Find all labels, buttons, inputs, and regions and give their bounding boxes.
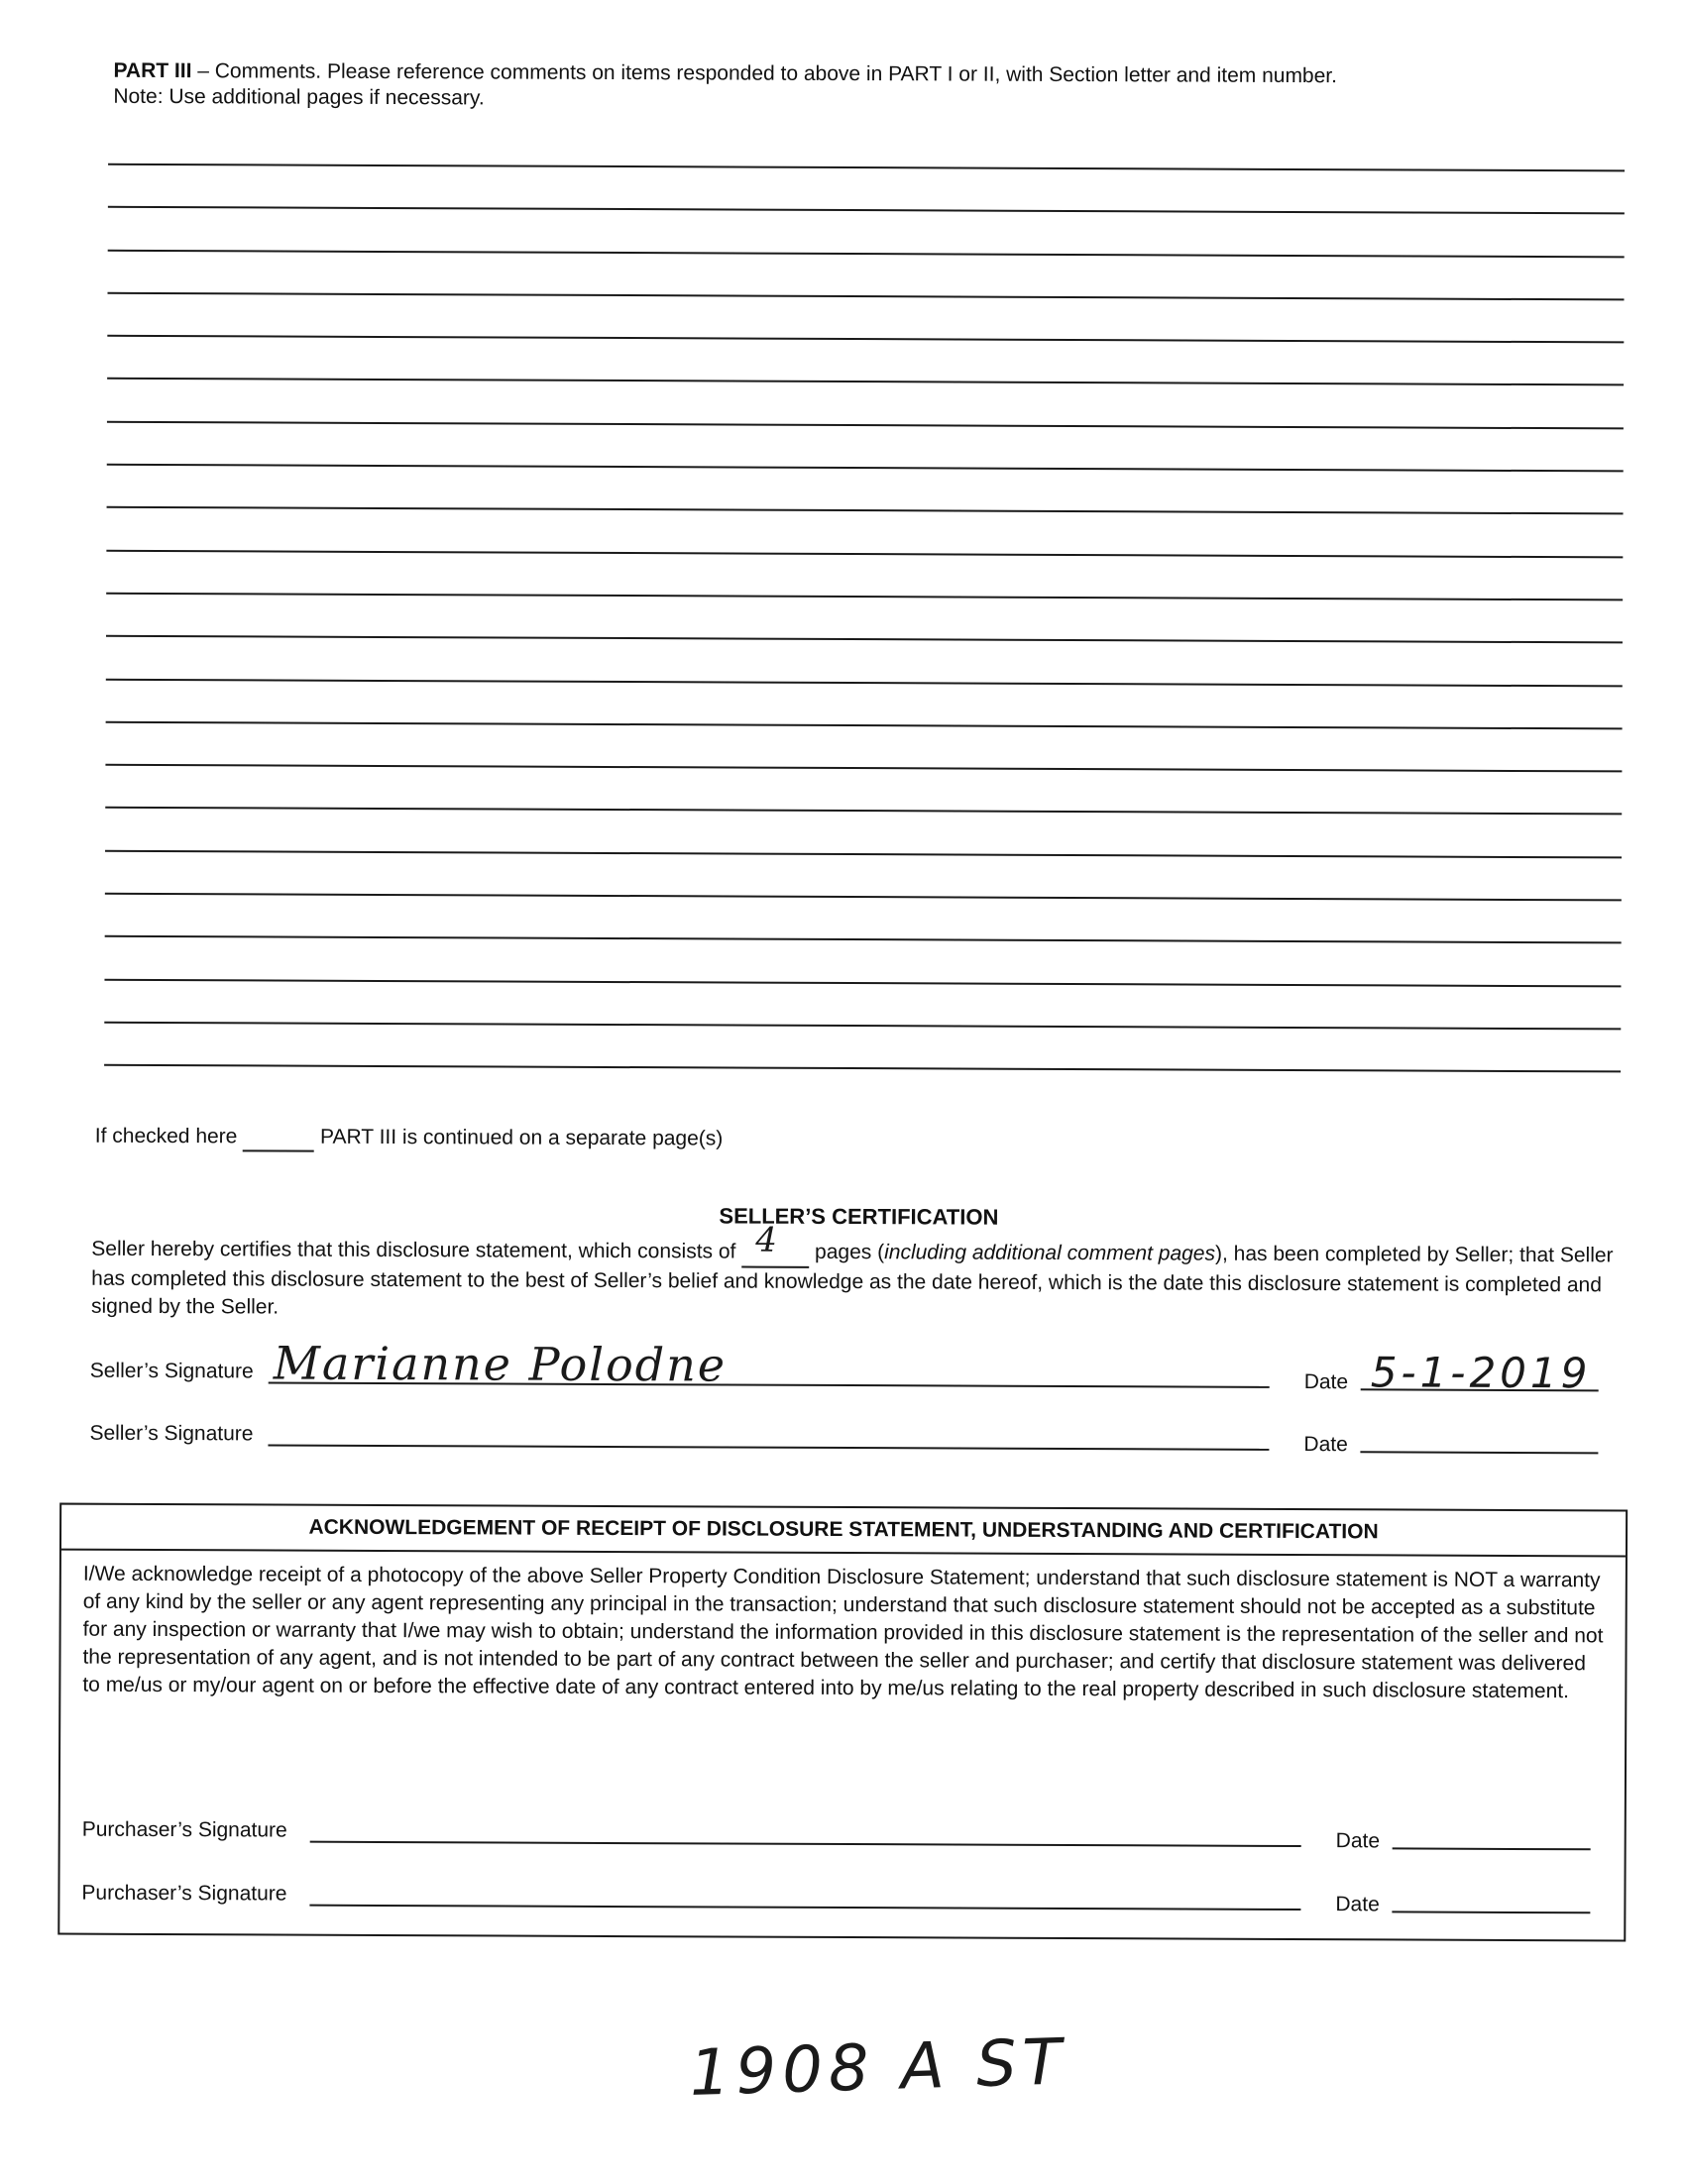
acknowledgement-title: ACKNOWLEDGEMENT OF RECEIPT OF DISCLOSURE STATEMENT, UNDERSTANDING AND CERTIFICATION: [61, 1505, 1626, 1558]
comment-lines[interactable]: [104, 164, 1625, 1114]
seller-date-handwritten: 5-1-2019: [1370, 1348, 1592, 1398]
comment-line[interactable]: [108, 249, 1625, 258]
comment-line[interactable]: [108, 206, 1625, 215]
cert-text-italic: including additional comment pages: [884, 1241, 1216, 1265]
purchaser-date-field[interactable]: [1392, 1911, 1590, 1913]
handwritten-address-note: 1908 A ST: [688, 2025, 1068, 2111]
purchaser-signature-row-2: [81, 1872, 1608, 1918]
acknowledgement-body: I/We acknowledge receipt of a photocopy of the above Seller Property Condition Disclosure Statement; understand that such disclosure statement is NOT a warranty of any kind by the seller or any agent representing any principal in the transaction; understand that such disclosure statement should not be accepted as a substitute for any inspection or warranty that I/we may wish to obtain; understand the information provided in this disclosure statement is the representation of the seller and not the representation of any agent, and is not intended to be part of any contract between the seller and purchaser; and certify that disclosure statement was delivered to me/us or my/our agent on or before the effective date of any contract entered into by me/us relating to the real property described in such disclosure statement.: [82, 1562, 1604, 1703]
part3-note: Note: Use additional pages if necessary.: [113, 84, 485, 110]
seller-date-field[interactable]: [1360, 1451, 1598, 1454]
comment-line[interactable]: [104, 1022, 1621, 1031]
acknowledgement-box: [57, 1503, 1628, 1942]
purchaser-signature-field[interactable]: [309, 1905, 1300, 1911]
comment-line[interactable]: [107, 421, 1624, 430]
purchaser-signature-row-1: [82, 1808, 1609, 1855]
continued-prefix: If checked here: [94, 1124, 238, 1148]
cert-text-after: ), has been completed by Seller; that Seller has completed this disclosure statement to the best of Seller’s belief and knowledge as the date hereof, which is the date this disclosure statement is completed and signed by the Seller.: [90, 1242, 1614, 1319]
purchaser-signature-field[interactable]: [310, 1841, 1301, 1847]
purchaser-date-label: Date: [1335, 1893, 1380, 1916]
comment-line[interactable]: [105, 893, 1622, 902]
comment-line[interactable]: [104, 1064, 1621, 1073]
comment-line[interactable]: [106, 549, 1623, 558]
purchaser-date-label: Date: [1335, 1829, 1381, 1853]
seller-signature-handwritten: Marianne Polodne: [273, 1336, 728, 1392]
comment-line[interactable]: [105, 807, 1622, 816]
comment-line[interactable]: [105, 764, 1622, 773]
continued-checkbox-blank[interactable]: [243, 1124, 314, 1151]
comment-line[interactable]: [107, 506, 1624, 515]
comment-line[interactable]: [106, 678, 1623, 687]
comment-line[interactable]: [108, 164, 1625, 172]
cert-text-before: Seller hereby certifies that this disclosure statement, which consists of: [91, 1237, 742, 1263]
comment-line[interactable]: [104, 978, 1621, 987]
certification-title: SELLER’S CERTIFICATION: [719, 1203, 999, 1230]
purchaser-signature-label: Purchaser’s Signature: [81, 1881, 287, 1906]
continued-row: [95, 1124, 724, 1154]
certification-body: [90, 1220, 1632, 1328]
seller-signature-label: Seller’s Signature: [89, 1359, 254, 1383]
pages-count-value: 4: [755, 1220, 778, 1260]
part3-heading-text: – Comments. Please reference comments on items responded to above in PART I or II, with Section letter and item number.: [191, 59, 1338, 88]
comment-line[interactable]: [107, 464, 1624, 473]
comment-line[interactable]: [106, 635, 1623, 644]
comment-line[interactable]: [106, 721, 1623, 730]
pages-count-field[interactable]: [741, 1220, 809, 1268]
seller-signature-row-1: [89, 1336, 1617, 1398]
seller-signature-label: Seller’s Signature: [89, 1421, 254, 1446]
part3-heading-label: PART III: [113, 58, 192, 83]
comment-line[interactable]: [107, 378, 1624, 386]
seller-date-label: Date: [1303, 1433, 1348, 1457]
part3-header: [113, 58, 1600, 117]
comment-line[interactable]: [105, 850, 1622, 859]
seller-signature-row-2: [89, 1412, 1616, 1459]
seller-signature-field[interactable]: [268, 1444, 1269, 1450]
comment-line[interactable]: [105, 935, 1622, 944]
comment-line[interactable]: [107, 335, 1624, 344]
continued-suffix: PART III is continued on a separate page(s): [320, 1125, 724, 1150]
comment-line[interactable]: [107, 292, 1624, 301]
comment-line[interactable]: [106, 593, 1623, 601]
cert-text-pages: pages (: [809, 1240, 885, 1264]
seller-date-label: Date: [1303, 1370, 1349, 1394]
purchaser-signature-label: Purchaser’s Signature: [81, 1817, 287, 1842]
purchaser-date-field[interactable]: [1393, 1847, 1591, 1850]
